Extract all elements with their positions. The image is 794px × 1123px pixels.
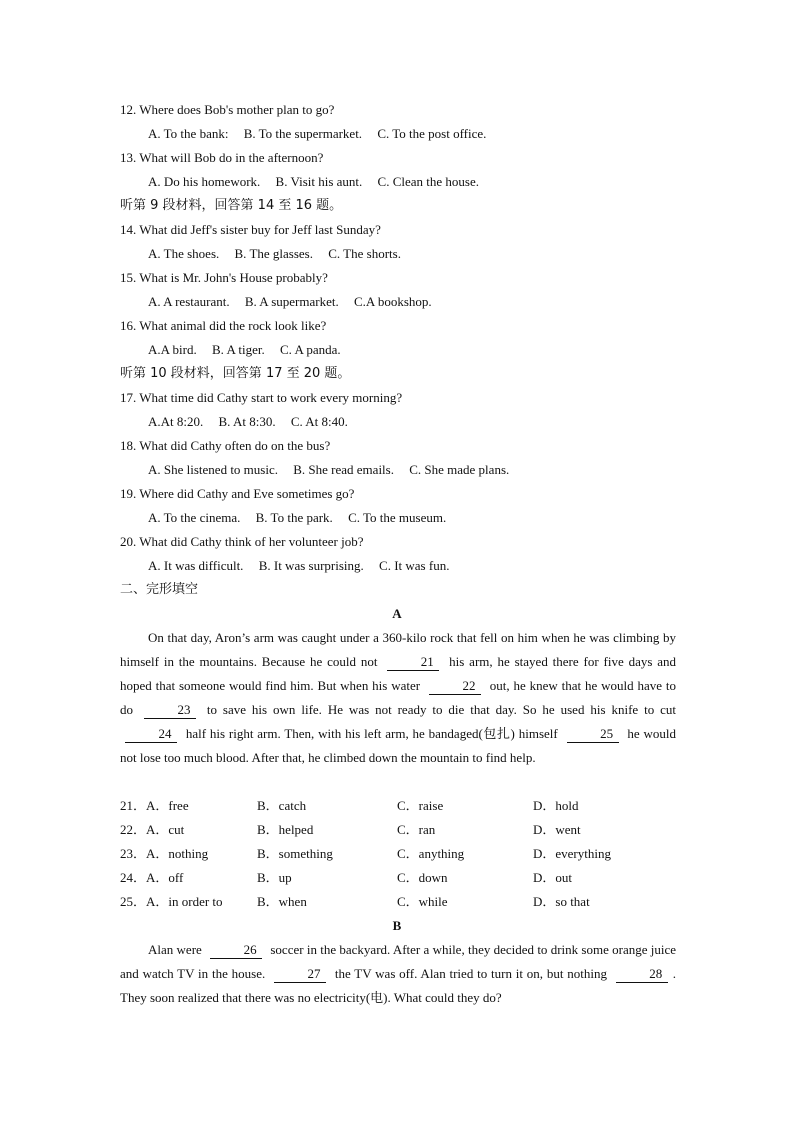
section-heading-10: 听第 10 段材料，回答第 17 至 20 题。 <box>120 366 351 381</box>
option: B. Visit his aunt. <box>275 174 363 189</box>
cloze-options-22 <box>120 818 680 842</box>
blank-26: 26 <box>210 941 262 959</box>
question-16: 16. What animal did the rock look like? <box>120 318 327 333</box>
option: A. To the bank: <box>148 126 229 141</box>
passage-text: . They soon realized that there was no electricity(电). What could they do? <box>120 966 677 1005</box>
passage-text: to save his own life. He was not ready to die that day. So he used his knife to cut <box>206 702 677 717</box>
option: A. A restaurant. <box>148 294 230 309</box>
cloze-options-23 <box>120 842 680 866</box>
blank-23: 23 <box>144 701 196 719</box>
option: B．catch <box>257 798 307 813</box>
option: B．helped <box>257 822 314 837</box>
option: C. At 8:40. <box>290 414 348 429</box>
option: C．raise <box>397 798 444 813</box>
option: C．while <box>397 894 448 909</box>
option: C．anything <box>397 846 465 861</box>
passage-text: out, he knew that he would have to do <box>120 678 676 717</box>
question-14: 14. What did Jeff's sister buy for Jeff last Sunday? <box>120 222 381 237</box>
options-19 <box>148 506 708 530</box>
option: 21．A．free <box>120 798 189 813</box>
blank-28: 28 <box>616 965 668 983</box>
passage-a <box>120 626 676 770</box>
option: C. To the post office. <box>377 126 487 141</box>
blank-21: 21 <box>387 653 439 671</box>
option: A. She listened to music. <box>148 462 278 477</box>
options-17 <box>148 410 708 434</box>
passage-text: he would not lose too much blood. After that, he climbed down the mountain to find help. <box>120 726 677 765</box>
option: C. It was fun. <box>379 558 450 573</box>
option: B. A supermarket. <box>244 294 339 309</box>
option: B. A tiger. <box>212 342 265 357</box>
option: B. The glasses. <box>234 246 313 261</box>
option: 23．A．nothing <box>120 846 209 861</box>
option: B. It was surprising. <box>258 558 364 573</box>
option: C. To the museum. <box>348 510 447 525</box>
option: 25．A．in order to <box>120 894 223 909</box>
option: A.At 8:20. <box>148 414 204 429</box>
blank-22: 22 <box>429 677 481 695</box>
options-15 <box>148 290 708 314</box>
blank-25: 25 <box>567 725 619 743</box>
options-14 <box>148 242 708 266</box>
option: D．hold <box>533 798 579 813</box>
passage-a-label: A <box>392 606 402 621</box>
option: B．something <box>257 846 333 861</box>
blank-27: 27 <box>274 965 326 983</box>
option: C.A bookshop. <box>353 294 432 309</box>
options-13 <box>148 170 708 194</box>
question-12: 12. Where does Bob's mother plan to go? <box>120 102 335 117</box>
option: 22．A．cut <box>120 822 185 837</box>
passage-text: half his right arm. Then, with his left arm, he bandaged(包扎) himself <box>185 726 558 741</box>
option: C. Clean the house. <box>377 174 480 189</box>
option: C．ran <box>397 822 436 837</box>
option: D．out <box>533 870 573 885</box>
option: D．everything <box>533 846 611 861</box>
option: B. At 8:30. <box>218 414 276 429</box>
question-15: 15. What is Mr. John's House probably? <box>120 270 328 285</box>
option: C．down <box>397 870 448 885</box>
option: A. It was difficult. <box>148 558 244 573</box>
option: C. The shorts. <box>328 246 401 261</box>
passage-text: his arm, he stayed there for five days and hoped that someone would find him. But when his water <box>120 654 677 693</box>
option: D．went <box>533 822 581 837</box>
option: B. She read emails. <box>293 462 394 477</box>
option: C. A panda. <box>279 342 341 357</box>
option: C. She made plans. <box>409 462 510 477</box>
options-16 <box>148 338 708 362</box>
option: B. To the park. <box>255 510 333 525</box>
passage-b-label: B <box>392 918 402 933</box>
passage-text: soccer in the backyard. After a while, they decided to drink some orange juice and watch TV in the house. <box>120 942 677 981</box>
question-17: 17. What time did Cathy start to work every morning? <box>120 390 403 405</box>
question-19: 19. Where did Cathy and Eve sometimes go? <box>120 486 355 501</box>
blank-24: 24 <box>125 725 177 743</box>
option: B．up <box>257 870 292 885</box>
option: B. To the supermarket. <box>243 126 363 141</box>
question-18: 18. What did Cathy often do on the bus? <box>120 438 331 453</box>
options-20 <box>148 554 708 578</box>
options-18 <box>148 458 708 482</box>
cloze-options-25 <box>120 890 680 914</box>
passage-text: Alan were <box>148 942 202 957</box>
option: A.A bird. <box>148 342 197 357</box>
passage-b <box>120 938 676 1010</box>
passage-text: On that day, Aron’s arm was caught under a 360-kilo rock that fell on him when he was climbing by himself in the mountains. Because he could not <box>120 630 676 669</box>
part-two-title: 二、完形填空 <box>120 582 199 597</box>
option: A. Do his homework. <box>148 174 261 189</box>
option: A. The shoes. <box>148 246 220 261</box>
section-heading-9: 听第 9 段材料，回答第 14 至 16 题。 <box>120 198 343 213</box>
option: 24．A．off <box>120 870 184 885</box>
cloze-options-21 <box>120 794 680 818</box>
passage-text: the TV was off. Alan tried to turn it on, but nothing <box>334 966 607 981</box>
cloze-options-24 <box>120 866 680 890</box>
option: D．so that <box>533 894 590 909</box>
option: B．when <box>257 894 307 909</box>
question-20: 20. What did Cathy think of her volunteer job? <box>120 534 364 549</box>
option: A. To the cinema. <box>148 510 241 525</box>
options-12 <box>148 122 708 146</box>
question-13: 13. What will Bob do in the afternoon? <box>120 150 324 165</box>
